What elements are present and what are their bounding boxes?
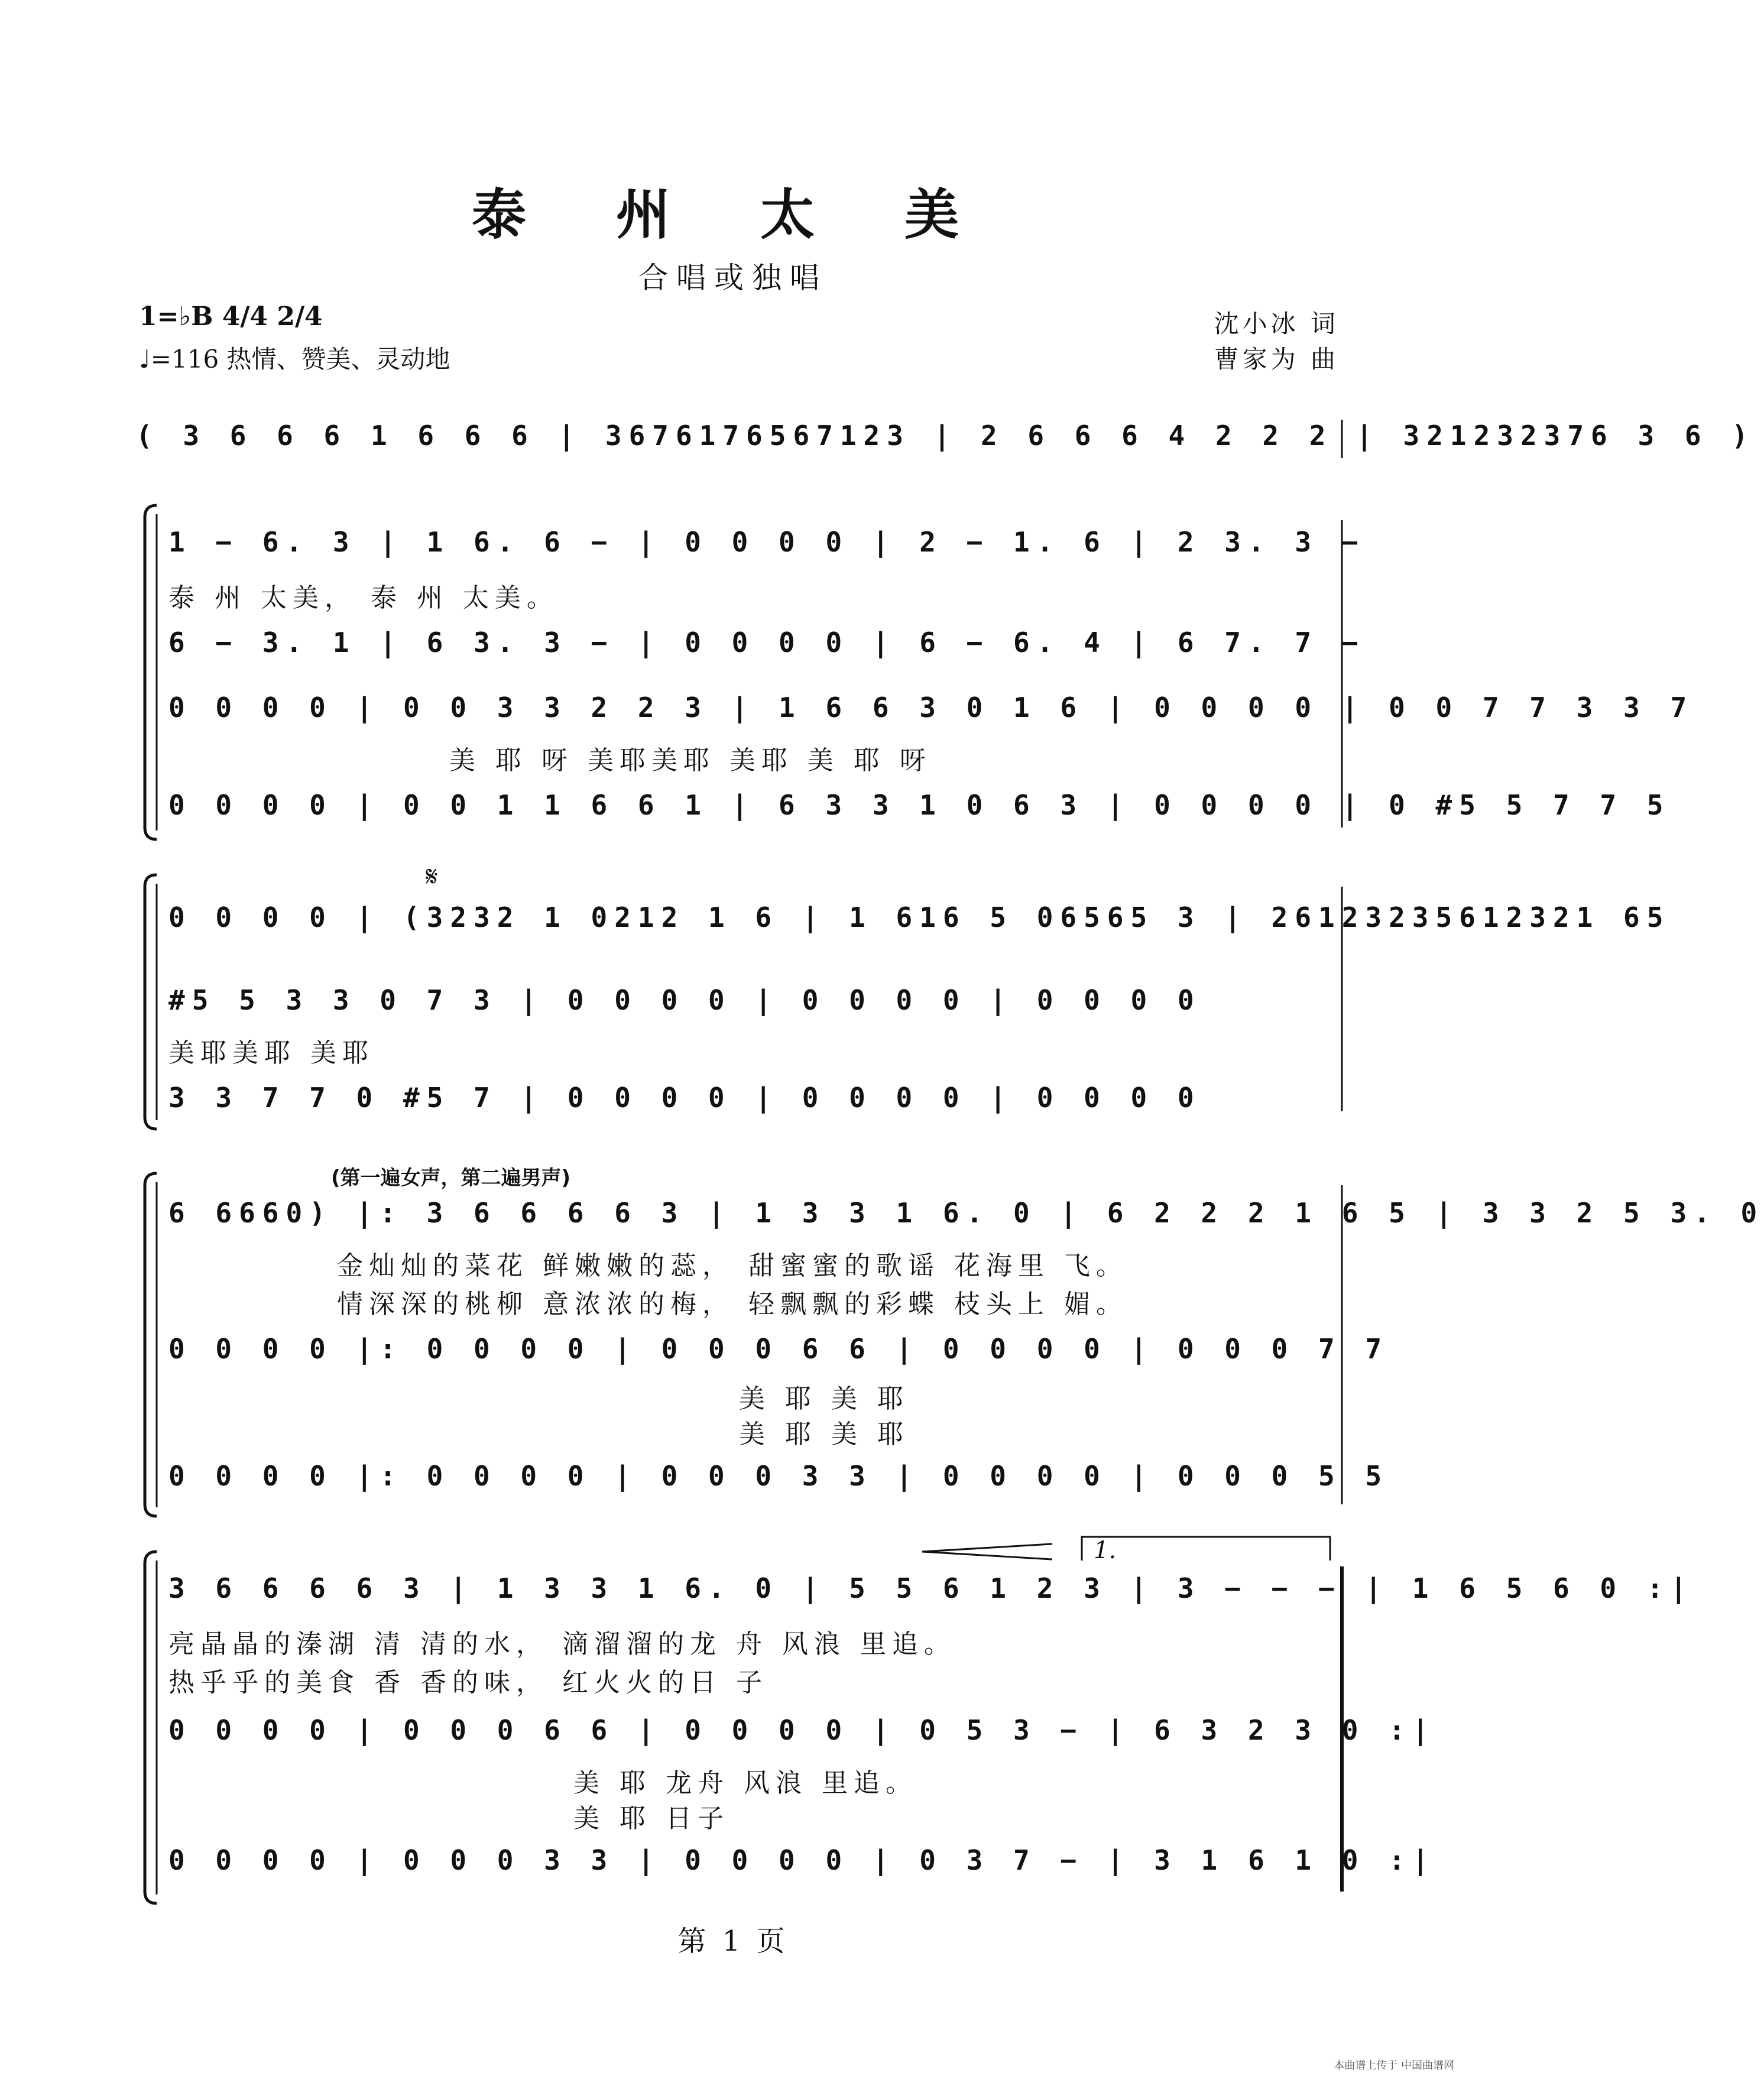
s3-voice2-lyric2: 美 耶 美 耶	[739, 1419, 909, 1449]
s1-voice3-notes: 0 0 0 0 | 0 0 3 3 2 2 3 | 1 6 6 3 0 1 6 | 0 0 0 0 | 0 0 7 7 3 3 7	[168, 692, 1694, 724]
score-subtitle: 合唱或独唱	[638, 261, 828, 295]
s4-voice2-lyric1: 美 耶 龙舟 风浪 里追。	[573, 1768, 917, 1798]
s2-voice2-notes: #5 5 3 3 0 7 3 | 0 0 0 0 | 0 0 0 0 | 0 0 0 0	[168, 984, 1201, 1016]
first-ending-label: 1.	[1094, 1537, 1117, 1564]
s1-voice1-notes: 1 − 6. 3 | 1 6. 6 − | 0 0 0 0 | 2 − 1. 6 | 2 3. 3 −	[168, 526, 1366, 558]
composer-credit: 曹家为 曲	[1214, 345, 1339, 374]
s4-voice3-notes: 0 0 0 0 | 0 0 0 3 3 | 0 0 0 0 | 0 3 7 − | 3 1 6 1 0 :|	[168, 1844, 1436, 1876]
s3-lyric2: 情深深的桃柳 意浓浓的梅， 轻飘飘的彩蝶 枝头上 媚。	[337, 1289, 1128, 1319]
s4-voice2-lyric2: 美 耶 日子	[573, 1803, 729, 1834]
intro-line: ( 3 6 6 6 1 6 6 6 | 3676176567123 | 2 6 6 6 4 2 2 2 | 321232376 3 6 )	[136, 420, 1755, 452]
segno-sign: 𝄋	[426, 860, 438, 893]
page-number: 第 1 页	[677, 1925, 789, 1958]
s4-voice2-notes: 0 0 0 0 | 0 0 0 6 6 | 0 0 0 0 | 0 5 3 − | 6 3 2 3 0 :|	[168, 1714, 1436, 1746]
lyricist-credit: 沈小冰 词	[1214, 309, 1339, 338]
s3-lyric1: 金灿灿的菜花 鲜嫩嫩的蕊， 甜蜜蜜的歌谣 花海里 飞。	[337, 1251, 1128, 1281]
tempo-marking: ♩=116 热情、赞美、灵动地	[139, 345, 450, 374]
s1-voice3-lyric: 美 耶 呀 美耶美耶 美耶 美 耶 呀	[449, 745, 932, 776]
key-signature: 1=♭B 4/4 2/4	[139, 301, 323, 332]
s4-voice1-notes: 3 6 6 6 6 3 | 1 3 3 1 6. 0 | 5 5 6 1 2 3 | 3 − − − | 1 6 5 6 0 :|	[168, 1572, 1694, 1604]
watermark: 本曲谱上传于 中国曲谱网	[1334, 2059, 1454, 2072]
s3-voice1-notes: 6 6660) |: 3 6 6 6 6 3 | 1 3 3 1 6. 0 | 6 2 2 2 1 6 5 | 3 3 2 5 3. 0	[168, 1197, 1764, 1229]
s4-lyric1: 亮晶晶的溱湖 清 清的水， 滴溜溜的龙 舟 风浪 里追。	[168, 1629, 956, 1659]
s1-voice4-notes: 0 0 0 0 | 0 0 1 1 6 6 1 | 6 3 3 1 0 6 3 | 0 0 0 0 | 0 #5 5 7 7 5	[168, 789, 1671, 821]
s3-voice3-notes: 0 0 0 0 |: 0 0 0 0 | 0 0 0 3 3 | 0 0 0 0 | 0 0 0 5 5	[168, 1460, 1389, 1492]
s1-voice2-notes: 6 − 3. 1 | 6 3. 3 − | 0 0 0 0 | 6 − 6. 4 | 6 7. 7 −	[168, 627, 1366, 658]
s2-voice3-notes: 3 3 7 7 0 #5 7 | 0 0 0 0 | 0 0 0 0 | 0 0 0 0	[168, 1082, 1201, 1114]
s3-voice2-notes: 0 0 0 0 |: 0 0 0 0 | 0 0 0 6 6 | 0 0 0 0 | 0 0 0 7 7	[168, 1333, 1389, 1365]
s2-voice2-lyric: 美耶美耶 美耶	[168, 1038, 374, 1068]
s3-voice2-lyric1: 美 耶 美 耶	[739, 1384, 909, 1414]
s2-voice1-notes: 0 0 0 0 | (3232 1 0212 1 6 | 1 616 5 06565 3 | 26123235612321 65	[168, 901, 1671, 933]
s1-voice1-lyric: 泰 州 太美， 泰 州 太美。	[168, 583, 559, 613]
score-title: 泰 州 太 美	[471, 183, 995, 246]
s3-annotation: (第一遍女声，第二遍男声)	[331, 1166, 571, 1190]
s4-lyric2: 热乎乎的美食 香 香的味， 红火火的日 子	[168, 1668, 768, 1698]
